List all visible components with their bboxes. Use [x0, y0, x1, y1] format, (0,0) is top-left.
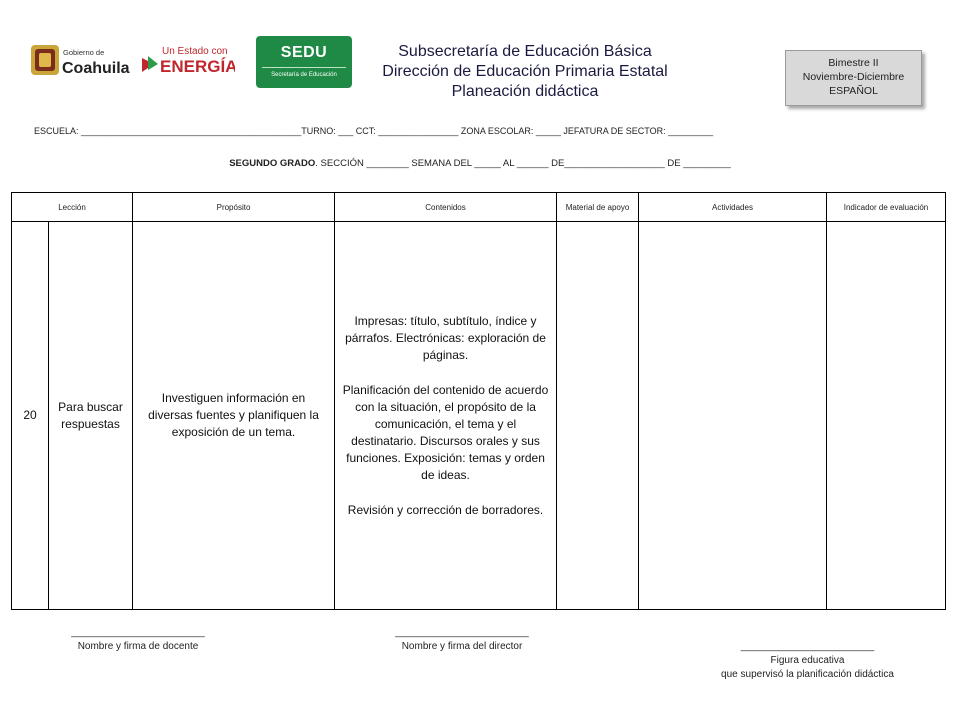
- signature-line: ________________________: [395, 627, 529, 638]
- header-indicador: Indicador de evaluación: [827, 193, 946, 222]
- content-item-3: Revisión y corrección de borradores.: [347, 502, 544, 517]
- indicator-cell: [827, 222, 946, 610]
- coahuila-logo: [30, 42, 130, 78]
- coahuila-logo-main: Coahuila: [62, 60, 130, 77]
- bimestre-subject: ESPAÑOL: [829, 85, 878, 97]
- content-item-1: Impresas: título, subtítulo, índice y párrafos. Electrónicas: exploración de páginas.: [345, 313, 546, 362]
- header-proposito: Propósito: [133, 193, 335, 222]
- header-actividades: Actividades: [639, 193, 827, 222]
- bimestre-label: Bimestre II: [828, 57, 879, 69]
- lesson-title: Para buscar respuestas: [49, 222, 133, 610]
- signature-director: [382, 626, 542, 654]
- material-cell: [557, 222, 639, 610]
- signature-line: ________________________: [71, 627, 205, 638]
- sedu-logo-divider: [262, 67, 346, 68]
- header-line-planeacion: Planeación didáctica: [451, 83, 599, 100]
- header-contenidos: Contenidos: [335, 193, 557, 222]
- header-titles: [360, 42, 690, 102]
- grade-info-line: [0, 158, 960, 169]
- signature-line: ________________________: [740, 641, 875, 652]
- planning-table: [11, 192, 946, 610]
- lesson-number: 20: [12, 222, 49, 610]
- grade-label: SEGUNDO GRADO: [229, 158, 316, 169]
- sedu-logo-main: SEDU: [280, 44, 328, 61]
- contents-cell: [335, 222, 557, 610]
- signature-director-label: Nombre y firma del director: [401, 641, 523, 652]
- table-row: [12, 222, 946, 610]
- sedu-logo-sub: Secretaría de Educación: [271, 72, 337, 78]
- section-week-fields: . SECCIÓN ________ SEMANA DEL _____ AL ______ DE___________________ DE _________: [315, 158, 731, 169]
- header-leccion: Lección: [12, 193, 133, 222]
- sedu-logo: [256, 36, 352, 88]
- bimestre-box: [785, 50, 922, 106]
- header-material: Material de apoyo: [557, 193, 639, 222]
- table-header-row: [12, 193, 946, 222]
- header-line-subsecretaria: Subsecretaría de Educación Básica: [398, 43, 652, 60]
- header-line-direccion: Dirección de Educación Primaria Estatal: [382, 63, 668, 80]
- coahuila-logo-top: Gobierno de: [63, 48, 105, 57]
- estado-logo-top: Un Estado con: [162, 46, 228, 57]
- school-info-line: ESCUELA: ____________________________________________TURNO: ___ CCT: ________________ ZONA ESCOLAR: _____ JEFATURA DE SECTOR: _________: [34, 126, 714, 136]
- activities-cell: [639, 222, 827, 610]
- purpose-cell: Investiguen información en diversas fuentes y planifiquen la exposición de un tema.: [133, 222, 335, 610]
- signature-figura-sublabel: que supervisó la planificación didáctica: [721, 669, 894, 680]
- signature-figura-label: Figura educativa: [770, 655, 845, 666]
- estado-con-energia-logo: [140, 42, 235, 78]
- content-item-2: Planificación del contenido de acuerdo con la situación, el propósito de la comunicación, el tema y el destinatario. Discursos orales y sus funciones. Exposición: temas y orden de ideas.: [342, 382, 549, 482]
- bimestre-months: Noviembre-Diciembre: [802, 71, 905, 83]
- signature-docente: [58, 626, 218, 654]
- signature-figura: [690, 640, 925, 682]
- signature-docente-label: Nombre y firma de docente: [77, 641, 199, 652]
- estado-logo-main: ENERGÍA: [160, 57, 235, 76]
